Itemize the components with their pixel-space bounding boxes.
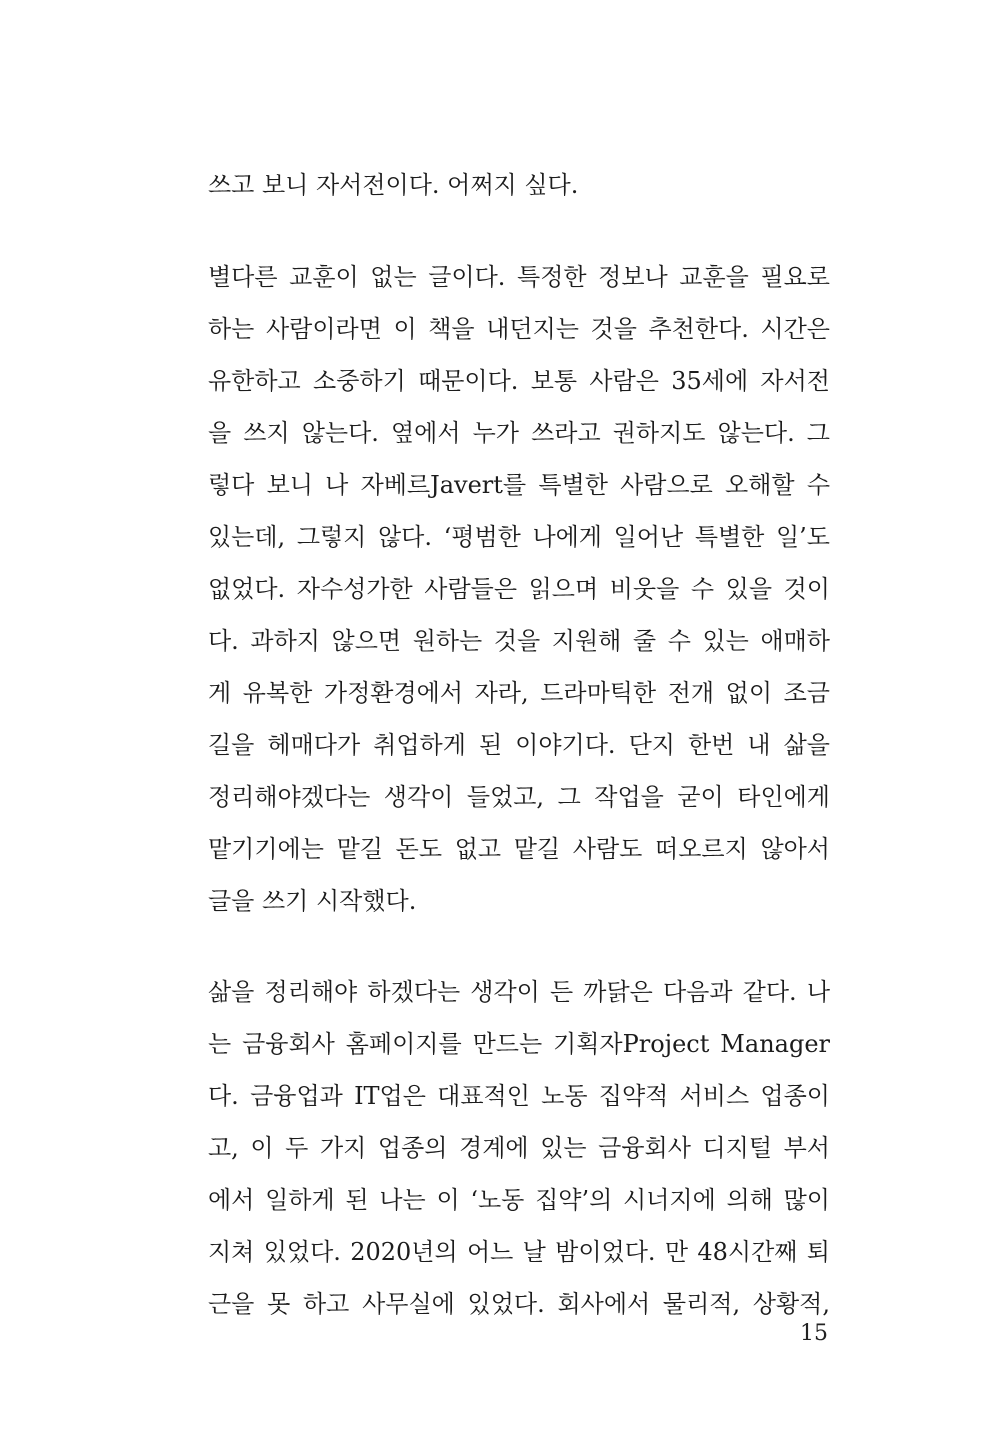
paragraph-line: 없었다. 자수성가한 사람들은 읽으며 비웃을 수 있을 것이 [208,575,830,603]
paragraph-line: 을 쓰지 않는다. 옆에서 누가 쓰라고 권하지도 않는다. 그 [208,419,830,447]
paragraph-line: 별다른 교훈이 없는 글이다. 특정한 정보나 교훈을 필요로 [208,263,830,291]
intro-line: 쓰고 보니 자서전이다. 어쩌지 싶다. [208,171,579,199]
paragraph-line: 렇다 보니 나 자베르Javert를 특별한 사람으로 오해할 수 [208,471,830,499]
paragraph-line: 고, 이 두 가지 업종의 경계에 있는 금융회사 디지털 부서 [208,1134,830,1162]
paragraph-line: 지쳐 있었다. 2020년의 어느 날 밤이었다. 만 48시간째 퇴 [208,1238,830,1266]
paragraph-line: 는 금융회사 홈페이지를 만드는 기획자Project Manager [208,1030,830,1058]
paragraph-line: 맡기기에는 맡길 돈도 없고 맡길 사람도 떠오르지 않아서 [208,835,830,863]
page-number: 15 [800,1321,828,1346]
paragraph-line: 정리해야겠다는 생각이 들었고, 그 작업을 굳이 타인에게 [208,783,830,811]
paragraph-line: 길을 헤매다가 취업하게 된 이야기다. 단지 한번 내 삶을 [208,731,830,759]
paragraph-line: 유한하고 소중하기 때문이다. 보통 사람은 35세에 자서전 [208,367,830,395]
paragraph-line: 게 유복한 가정환경에서 자라, 드라마틱한 전개 없이 조금 [208,679,830,707]
paragraph-line: 에서 일하게 된 나는 이 ‘노동 집약’의 시너지에 의해 많이 [208,1186,830,1214]
paragraph-line: 하는 사람이라면 이 책을 내던지는 것을 추천한다. 시간은 [208,315,830,343]
paragraph-line: 글을 쓰기 시작했다. [208,887,417,915]
paragraph-line: 삶을 정리해야 하겠다는 생각이 든 까닭은 다음과 같다. 나 [208,978,830,1006]
paragraph-line: 있는데, 그렇지 않다. ‘평범한 나에게 일어난 특별한 일’도 [208,523,830,551]
paragraph-line: 근을 못 하고 사무실에 있었다. 회사에서 물리적, 상황적, [208,1290,830,1318]
paragraph-line: 다. 과하지 않으면 원하는 것을 지원해 줄 수 있는 애매하 [208,627,830,655]
paragraph-line: 다. 금융업과 IT업은 대표적인 노동 집약적 서비스 업종이 [208,1082,830,1110]
